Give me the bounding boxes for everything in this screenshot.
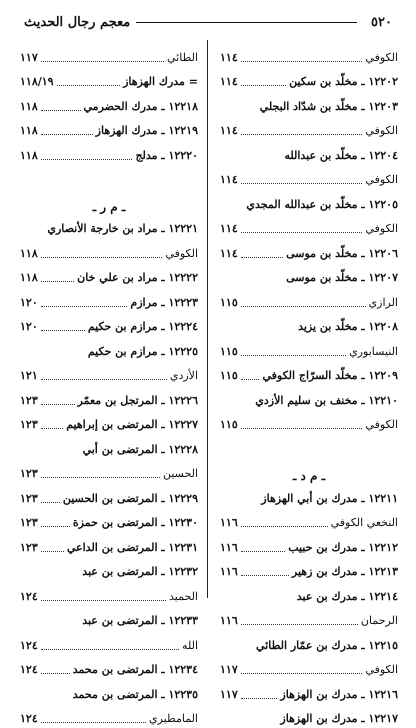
index-entry (220, 91, 398, 116)
entry-page-number: ١٢٣ (20, 418, 38, 434)
index-entry (20, 67, 198, 92)
entry-name: ١٢٢١٥ ـ مدرك بن عمّار الطائي (256, 639, 398, 655)
dot-leader (241, 355, 346, 356)
dot-leader (241, 428, 363, 429)
header-rule (136, 22, 357, 23)
entry-name: ١٢٢٣٠ ـ المرتضى بن حمزة (73, 516, 198, 532)
index-entry (20, 581, 198, 606)
index-entry (220, 116, 398, 141)
entry-name: ١٢٢٠٦ ـ مخلّد بن موسى (286, 247, 398, 263)
entry-page-number: ١٢٤ (20, 663, 38, 679)
dot-leader (241, 257, 283, 258)
entry-page-number: ١١٨ (20, 100, 38, 116)
index-entry (20, 410, 198, 435)
entry-name: الكوفي (365, 418, 398, 434)
entry-page-number: ١٢٤ (20, 590, 38, 606)
index-column-right (220, 42, 398, 602)
dot-leader (41, 306, 128, 307)
section-heading (20, 189, 198, 214)
entry-page-number: ١٢٠ (20, 320, 38, 336)
entry-name: ١٢٢١٢ ـ مدرك بن حبيب (288, 541, 398, 557)
entry-name: الكوفي (165, 247, 198, 263)
entry-name: ١٢٢٠٤ ـ مخلّد بن عبدالله (284, 149, 398, 165)
dot-leader (41, 134, 93, 135)
entry-name: الكوفي (365, 222, 398, 238)
index-entry (220, 287, 398, 312)
entry-name: الكوفي (365, 51, 398, 67)
blank-line (220, 434, 398, 459)
book-title: معجم رجال الحديث (24, 15, 130, 30)
entry-page-number: ١١٤ (220, 173, 238, 189)
entry-name: ١٢٢٢٩ ـ المرتضى بن الحسين (63, 492, 198, 508)
entry-page-number: ١١٨ (20, 149, 38, 165)
entry-name: الحميد (169, 590, 198, 606)
index-entry (20, 336, 198, 361)
page-header (24, 12, 392, 32)
entry-page-number: ١١٦ (220, 516, 238, 532)
entry-name: ١٢٢٢٦ ـ المرتجل بن معمّر (78, 394, 198, 410)
entry-name: الحسين (163, 467, 198, 483)
index-entry (20, 606, 198, 631)
entry-page-number: ١١٦ (220, 614, 238, 630)
entry-page-number: ١١٧ (220, 663, 238, 679)
index-entry (220, 532, 398, 557)
index-entry (220, 263, 398, 288)
index-entry (220, 385, 398, 410)
entry-page-number: ١٢٣ (20, 516, 38, 532)
index-entry (220, 312, 398, 337)
index-entry (220, 557, 398, 582)
index-entry (20, 557, 198, 582)
section-heading-text: ـ م د ـ (293, 469, 325, 483)
index-entry (20, 91, 198, 116)
entry-page-number: ١٢١ (20, 369, 38, 385)
index-entry (220, 336, 398, 361)
dot-leader (41, 428, 63, 429)
entry-page-number: ١١٨/١٩ (20, 75, 54, 91)
index-entry (20, 312, 198, 337)
entry-page-number: ١١٥ (220, 296, 238, 312)
entry-name: ١٢٢٢١ ـ مراد بن خارجة الأنصاري (47, 222, 198, 238)
blank-line (20, 165, 198, 190)
entry-page-number: ١٢٤ (20, 639, 38, 655)
index-entry (20, 42, 198, 67)
dot-leader (41, 526, 70, 527)
entry-name: ١٢٢٠٧ ـ مخلّد بن موسى (286, 271, 398, 287)
entry-page-number: ١١٧ (20, 51, 38, 67)
index-entry (220, 238, 398, 263)
index-entry (220, 140, 398, 165)
entry-name: ١٢٢١٣ ـ مدرك بن زهير (292, 565, 398, 581)
index-entry (20, 116, 198, 141)
dot-leader (41, 502, 60, 503)
entry-page-number: ١١٨ (20, 271, 38, 287)
entry-name: ١٢٢١٨ ـ مدرك الحضرمي (84, 100, 198, 116)
entry-name: ١٢٢٢٣ ـ مرازم (130, 296, 198, 312)
index-entry (220, 410, 398, 435)
index-entry (220, 581, 398, 606)
dot-leader (41, 649, 179, 650)
entry-page-number: ١٢٣ (20, 492, 38, 508)
dot-leader (41, 257, 163, 258)
entry-name: النيسابوري (349, 345, 398, 361)
dot-leader (41, 673, 70, 674)
index-entry (20, 655, 198, 680)
entry-page-number: ١١٦ (220, 541, 238, 557)
entry-page-number: ١١٧ (220, 688, 238, 704)
entry-name: ١٢٢١٤ ـ مدرك بن عبد (297, 590, 398, 606)
dot-leader (241, 673, 363, 674)
dot-leader (41, 551, 64, 552)
index-entry (220, 67, 398, 92)
entry-name: المامطيري (149, 712, 198, 728)
dot-leader (41, 61, 164, 62)
index-entry (20, 630, 198, 655)
index-entry (20, 361, 198, 386)
entry-page-number: ١١٥ (220, 345, 238, 361)
entry-name: ١٢٢٣٣ ـ المرتضى بن عبد (82, 614, 198, 630)
entry-page-number: ١١٤ (220, 222, 238, 238)
index-entry (20, 263, 198, 288)
entry-page-number: ١١٨ (20, 124, 38, 140)
dot-leader (241, 306, 366, 307)
dot-leader (241, 551, 285, 552)
entry-page-number: ١١٤ (220, 247, 238, 263)
entry-name: ١٢٢١١ ـ مدرك بن أبي الهزهاز (261, 492, 398, 508)
entry-name: الرازي (369, 296, 398, 312)
entry-name: ١٢٢٢٤ ـ مرازم بن حكيم (88, 320, 198, 336)
index-entry (20, 238, 198, 263)
entry-name: الرحمان (361, 614, 398, 630)
entry-page-number: ١٢٤ (20, 712, 38, 728)
dot-leader (41, 722, 146, 723)
index-entry (20, 214, 198, 239)
index-entry (220, 508, 398, 533)
dot-leader (241, 183, 363, 184)
entry-page-number: ١١٦ (220, 565, 238, 581)
entry-name: الله (182, 639, 198, 655)
dot-leader (241, 379, 260, 380)
entry-name: الكوفي (365, 124, 398, 140)
dot-leader (241, 85, 286, 86)
index-entry (220, 42, 398, 67)
entry-name: ١٢٢٣٢ ـ المرتضى بن عبد (82, 565, 198, 581)
index-entry (220, 630, 398, 655)
dot-leader (241, 575, 289, 576)
dot-leader (57, 85, 121, 86)
dot-leader (41, 281, 74, 282)
index-entry (20, 483, 198, 508)
entry-name: ١٢٢٣١ ـ المرتضى بن الداعي (67, 541, 198, 557)
dot-leader (241, 624, 358, 625)
section-heading (220, 459, 398, 484)
entry-name: الكوفي (365, 173, 398, 189)
entry-page-number: ١١٤ (220, 75, 238, 91)
entry-page-number: ١٢٣ (20, 541, 38, 557)
entry-page-number: ١٢٠ (20, 296, 38, 312)
index-entry (220, 361, 398, 386)
index-entry (20, 140, 198, 165)
dot-leader (241, 61, 363, 62)
dot-leader (41, 600, 166, 601)
dot-leader (241, 134, 363, 135)
dot-leader (41, 404, 75, 405)
entry-name: ١٢٢٠٩ ـ مخلّد السرّاج الكوفي (262, 369, 398, 385)
index-entry (20, 532, 198, 557)
entry-name: ١٢٢٠٨ ـ مخلّد بن يزيد (298, 320, 398, 336)
entry-name: ١٢٢٢٨ ـ المرتضى بن أبي (83, 443, 198, 459)
entry-name: ١٢٢٣٥ ـ المرتضى بن محمد (73, 688, 198, 704)
page-number: ٥٢٠ (371, 15, 392, 30)
index-entry (220, 483, 398, 508)
index-entry (220, 214, 398, 239)
index-entry (20, 287, 198, 312)
dot-leader (241, 526, 328, 527)
entry-page-number: ١٢٣ (20, 394, 38, 410)
entry-name: ١٢٢٠٥ ـ مخلّد بن عبدالله المجدي (246, 198, 398, 214)
entry-name: = مدرك الهزهاز (123, 75, 198, 91)
entry-page-number: ١١٨ (20, 247, 38, 263)
dot-leader (41, 330, 85, 331)
dot-leader (41, 477, 160, 478)
section-heading-text: ـ م ر ـ (93, 200, 126, 214)
index-entry (220, 606, 398, 631)
index-entry (220, 189, 398, 214)
index-entry (20, 434, 198, 459)
index-entry (20, 679, 198, 704)
entry-page-number: ١١٥ (220, 418, 238, 434)
entry-name: ١٢٢٢٠ ـ مدلج (135, 149, 198, 165)
entry-name: ١٢٢١٠ ـ مخنف بن سليم الأزدي (255, 394, 398, 410)
dot-leader (41, 379, 167, 380)
index-entry (220, 165, 398, 190)
dot-leader (41, 159, 133, 160)
entry-page-number: ١٢٣ (20, 467, 38, 483)
entry-page-number: ١١٥ (220, 369, 238, 385)
entry-name: ١٢٢٢٢ ـ مراد بن علي خان (77, 271, 198, 287)
entry-name: ١٢٢٠٢ ـ مخلّد بن سكين (289, 75, 398, 91)
index-entry (20, 385, 198, 410)
index-column-left (20, 42, 198, 602)
entry-name: الطائي (167, 51, 198, 67)
entry-name: ١٢٢١٦ ـ مدرك بن الهزهاز (280, 688, 398, 704)
dot-leader (41, 110, 81, 111)
index-entry (220, 704, 398, 728)
index-entry (220, 679, 398, 704)
index-entry (20, 508, 198, 533)
entry-name: ١٢٢٣٤ ـ المرتضى بن محمد (73, 663, 198, 679)
entry-name: ١٢٢١٧ ـ مدرك بن الهزهاز (280, 712, 398, 728)
index-entry (20, 459, 198, 484)
entry-page-number: ١١٤ (220, 124, 238, 140)
entry-name: الأزدي (170, 369, 198, 385)
dot-leader (241, 232, 363, 233)
entry-name: ١٢٢٠٣ ـ مخلّد بن شدّاد البجلي (260, 100, 398, 116)
entry-name: الكوفي (365, 663, 398, 679)
entry-name: النخعي الكوفي (331, 516, 398, 532)
index-entry (20, 704, 198, 728)
index-entry (220, 655, 398, 680)
entry-name: ١٢٢١٩ ـ مدرك الهزهاز (96, 124, 198, 140)
entry-name: ١٢٢٢٧ ـ المرتضى بن إبراهيم (66, 418, 198, 434)
dot-leader (241, 698, 278, 699)
column-divider (207, 40, 208, 598)
entry-name: ١٢٢٢٥ ـ مرازم بن حكيم (88, 345, 198, 361)
entry-page-number: ١١٤ (220, 51, 238, 67)
